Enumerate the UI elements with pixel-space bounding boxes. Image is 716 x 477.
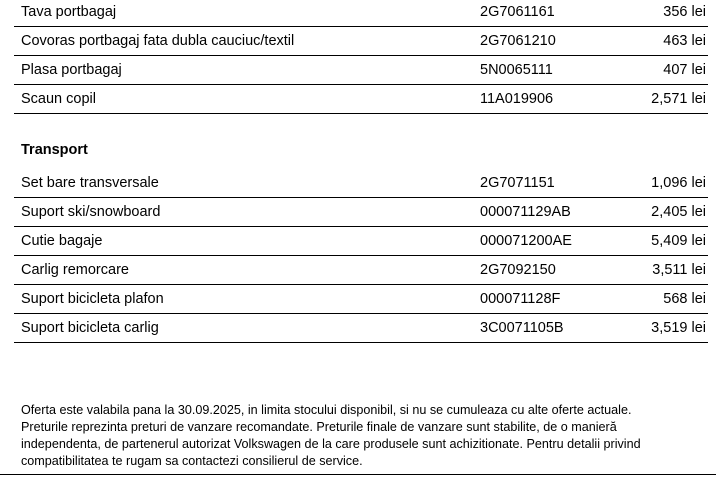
item-code: 5N0065111 <box>480 62 553 78</box>
item-price: 356 lei <box>663 4 706 20</box>
accessories-table-top <box>14 0 708 114</box>
table-row <box>14 85 708 114</box>
table-row <box>14 314 708 343</box>
item-code: 000071129AB <box>480 204 571 220</box>
table-row <box>14 56 708 85</box>
item-code: 2G7092150 <box>480 262 556 278</box>
table-row <box>14 0 708 27</box>
table-row <box>14 227 708 256</box>
offer-disclaimer <box>21 402 711 470</box>
table-row <box>14 169 708 198</box>
item-code: 000071128F <box>480 291 561 307</box>
item-name: Scaun copil <box>21 91 96 107</box>
table-row <box>14 256 708 285</box>
item-price: 1,096 lei <box>651 175 706 191</box>
item-code: 3C0071105B <box>480 320 564 336</box>
disclaimer-line: compatibilitatea te rugam sa contactezi consilierul de service. <box>21 454 363 468</box>
item-price: 568 lei <box>663 291 706 307</box>
item-price: 2,571 lei <box>651 91 706 107</box>
item-code: 2G7061161 <box>480 4 555 20</box>
item-name: Covoras portbagaj fata dubla cauciuc/textil <box>21 33 295 49</box>
item-name: Tava portbagaj <box>21 4 117 20</box>
table-row <box>14 27 708 56</box>
item-code: 11A019906 <box>480 91 554 107</box>
item-code: 2G7061210 <box>480 33 556 49</box>
item-price: 407 lei <box>663 62 706 78</box>
item-price: 463 lei <box>663 33 706 49</box>
item-name: Suport bicicleta plafon <box>21 291 164 307</box>
disclaimer-line: independenta, de partenerul autorizat Volkswagen de la care produsele sunt achizitionate. Pentru detalii privind <box>21 437 641 451</box>
item-name: Set bare transversale <box>21 175 159 191</box>
item-price: 3,519 lei <box>651 320 706 336</box>
item-code: 000071200AE <box>480 233 572 249</box>
section-title-transport: Transport <box>21 142 88 158</box>
item-name: Cutie bagaje <box>21 233 103 249</box>
item-name: Suport bicicleta carlig <box>21 320 159 336</box>
table-row <box>14 285 708 314</box>
item-price: 5,409 lei <box>651 233 706 249</box>
table-row <box>14 198 708 227</box>
disclaimer-line: Oferta este valabila pana la 30.09.2025, in limita stocului disponibil, si nu se cumuleaza cu alte oferte actuale. <box>21 403 632 417</box>
item-price: 3,511 lei <box>652 262 706 278</box>
item-price: 2,405 lei <box>651 204 706 220</box>
disclaimer-line: Preturile reprezinta preturi de vanzare recomandate. Preturile finale de vanzare sunt stabilite, de o manieră <box>21 420 617 434</box>
item-code: 2G7071151 <box>480 175 555 191</box>
accessories-table-transport <box>14 169 708 343</box>
item-name: Carlig remorcare <box>21 262 129 278</box>
item-name: Plasa portbagaj <box>21 62 122 78</box>
bottom-divider <box>0 474 716 475</box>
item-name: Suport ski/snowboard <box>21 204 161 220</box>
